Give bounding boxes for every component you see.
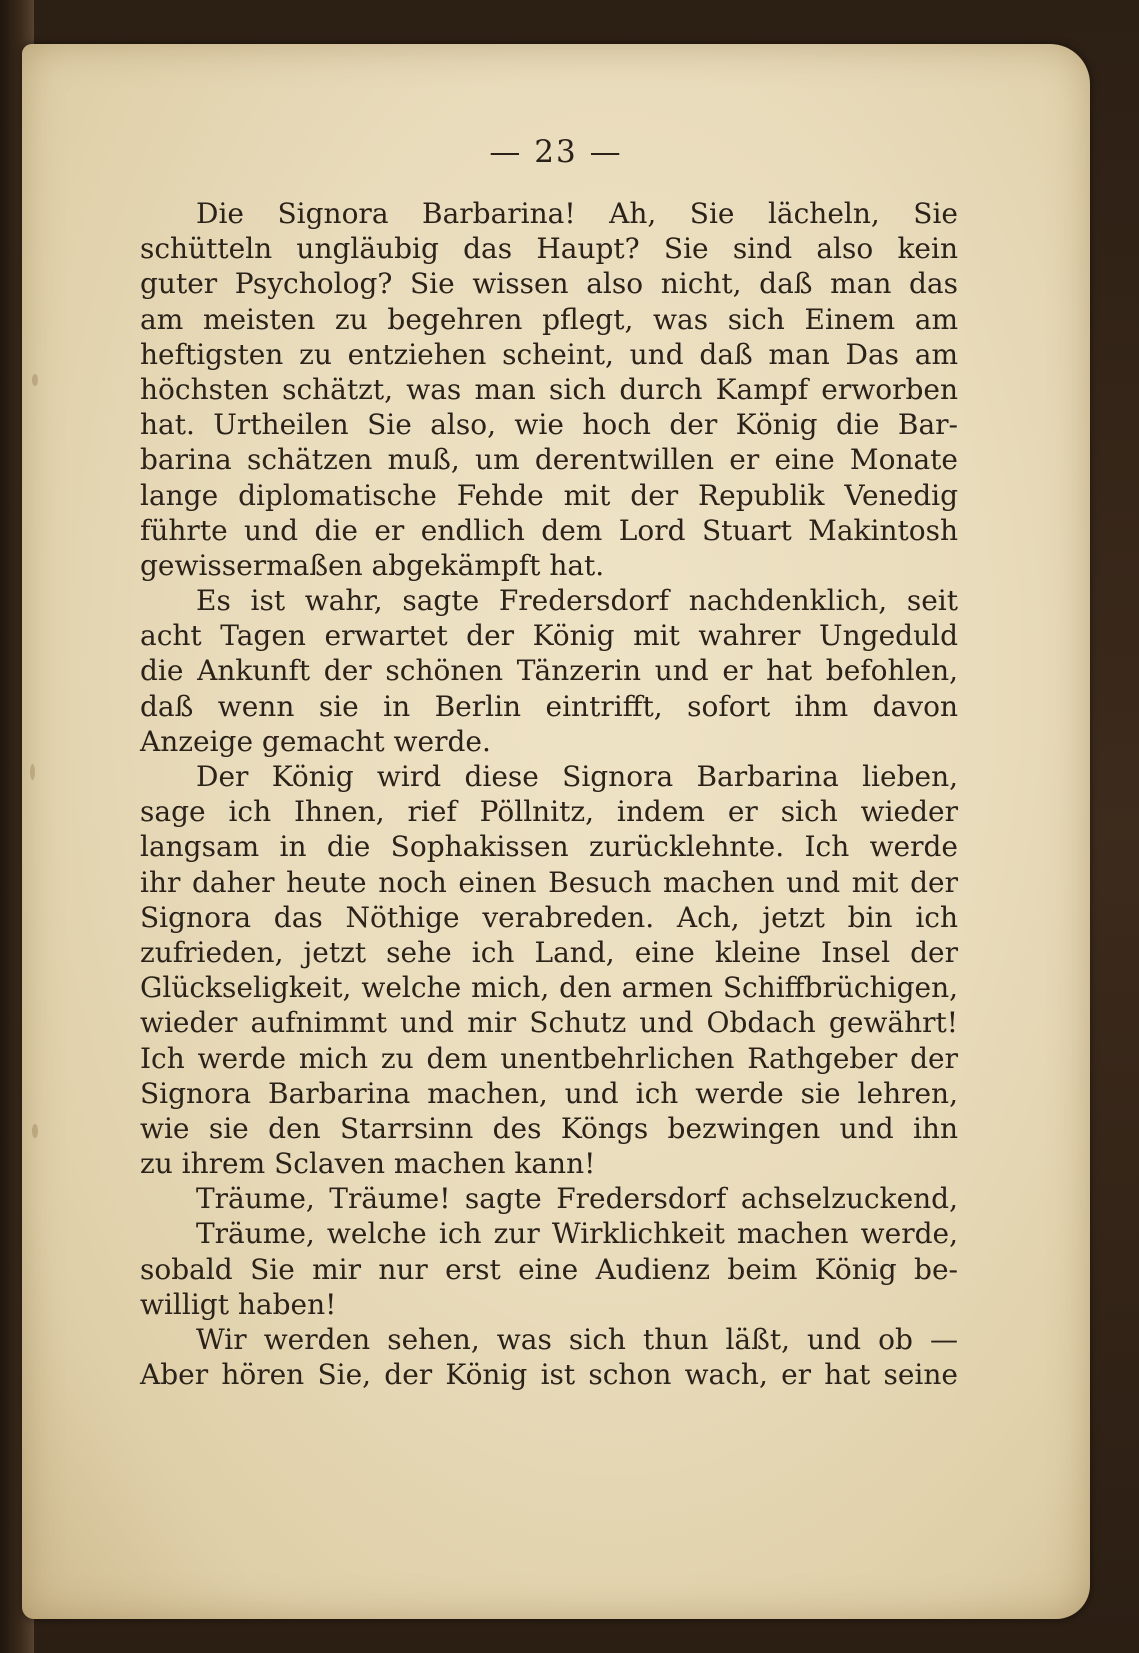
text-line: Die Signora Barbarina! Ah, Sie lächeln, Sie — [196, 197, 958, 230]
text-line: Träume, Träume! sagte Fredersdorf achselzuckend, — [196, 1182, 958, 1216]
text-line: schütteln ungläubig das Haupt? Sie sind also kein — [140, 232, 958, 266]
text-line: zu ihrem Sclaven machen kann! — [140, 1147, 596, 1181]
book-page — [22, 44, 1090, 1619]
text-line: heftigsten zu entziehen scheint, und daß man Das am — [140, 337, 958, 371]
text-line: führte und die er endlich dem Lord Stuart Makintosh — [140, 513, 958, 547]
text-line: Ich werde mich zu dem unentbehrlichen Rathgeber der — [140, 1041, 958, 1075]
text-line: langsam in die Sophakissen zurücklehnte. Ich werde — [140, 830, 958, 864]
text-line: hat. Urtheilen Sie also, wie hoch der König die Bar- — [140, 408, 958, 442]
text-line: wie sie den Starrsinn des Köngs bezwingen und ihn — [140, 1111, 958, 1145]
text-line: sobald Sie mir nur erst eine Audienz beim König be- — [140, 1252, 958, 1286]
text-line: lange diplomatische Fehde mit der Republik Venedig — [140, 478, 958, 512]
text-line: barina schätzen muß, um derentwillen er eine Monate — [140, 443, 958, 477]
text-line: Signora Barbarina machen, und ich werde sie lehren, — [140, 1076, 958, 1110]
text-line: Wir werden sehen, was sich thun läßt, und ob — — [196, 1323, 958, 1356]
text-line: gewissermaßen abgekämpft hat. — [140, 548, 605, 582]
text-line: höchsten schätzt, was man sich durch Kampf erworben — [140, 372, 958, 406]
text-line: ihr daher heute noch einen Besuch machen und mit der — [140, 865, 958, 899]
text-line: Aber hören Sie, der König ist schon wach, er hat seine — [140, 1358, 958, 1392]
text-line: Der König wird diese Signora Barbarina lieben, — [196, 760, 958, 793]
text-line: Glückseligkeit, welche mich, den armen Schiffbrüchigen, — [140, 971, 958, 1005]
paper-stain — [30, 764, 35, 780]
text-line: die Ankunft der schönen Tänzerin und er hat befohlen, — [140, 654, 958, 688]
text-line: daß wenn sie in Berlin eintrifft, sofort ihm davon — [140, 689, 958, 723]
text-line: acht Tagen erwartet der König mit wahrer Ungeduld — [140, 619, 958, 653]
text-line: Es ist wahr, sagte Fredersdorf nachdenklich, seit — [196, 584, 958, 618]
text-line: zufrieden, jetzt sehe ich Land, eine kleine Insel der — [140, 935, 958, 969]
text-line: am meisten zu begehren pflegt, was sich Einem am — [140, 302, 958, 336]
body-text — [140, 196, 958, 1392]
text-line: willigt haben! — [140, 1287, 337, 1321]
text-line: wieder aufnimmt und mir Schutz und Obdach gewährt! — [140, 1006, 958, 1040]
page-number: — 23 — — [489, 134, 623, 170]
text-line: Signora das Nöthige verabreden. Ach, jetzt bin ich — [140, 900, 958, 934]
text-line: Anzeige gemacht werde. — [140, 724, 491, 758]
text-line: sage ich Ihnen, rief Pöllnitz, indem er sich wieder — [140, 795, 958, 829]
paper-stain — [32, 374, 38, 386]
text-line: Träume, welche ich zur Wirklichkeit machen werde, — [196, 1217, 958, 1251]
paper-stain — [32, 1124, 38, 1138]
text-line: guter Psycholog? Sie wissen also nicht, daß man das — [140, 267, 958, 301]
